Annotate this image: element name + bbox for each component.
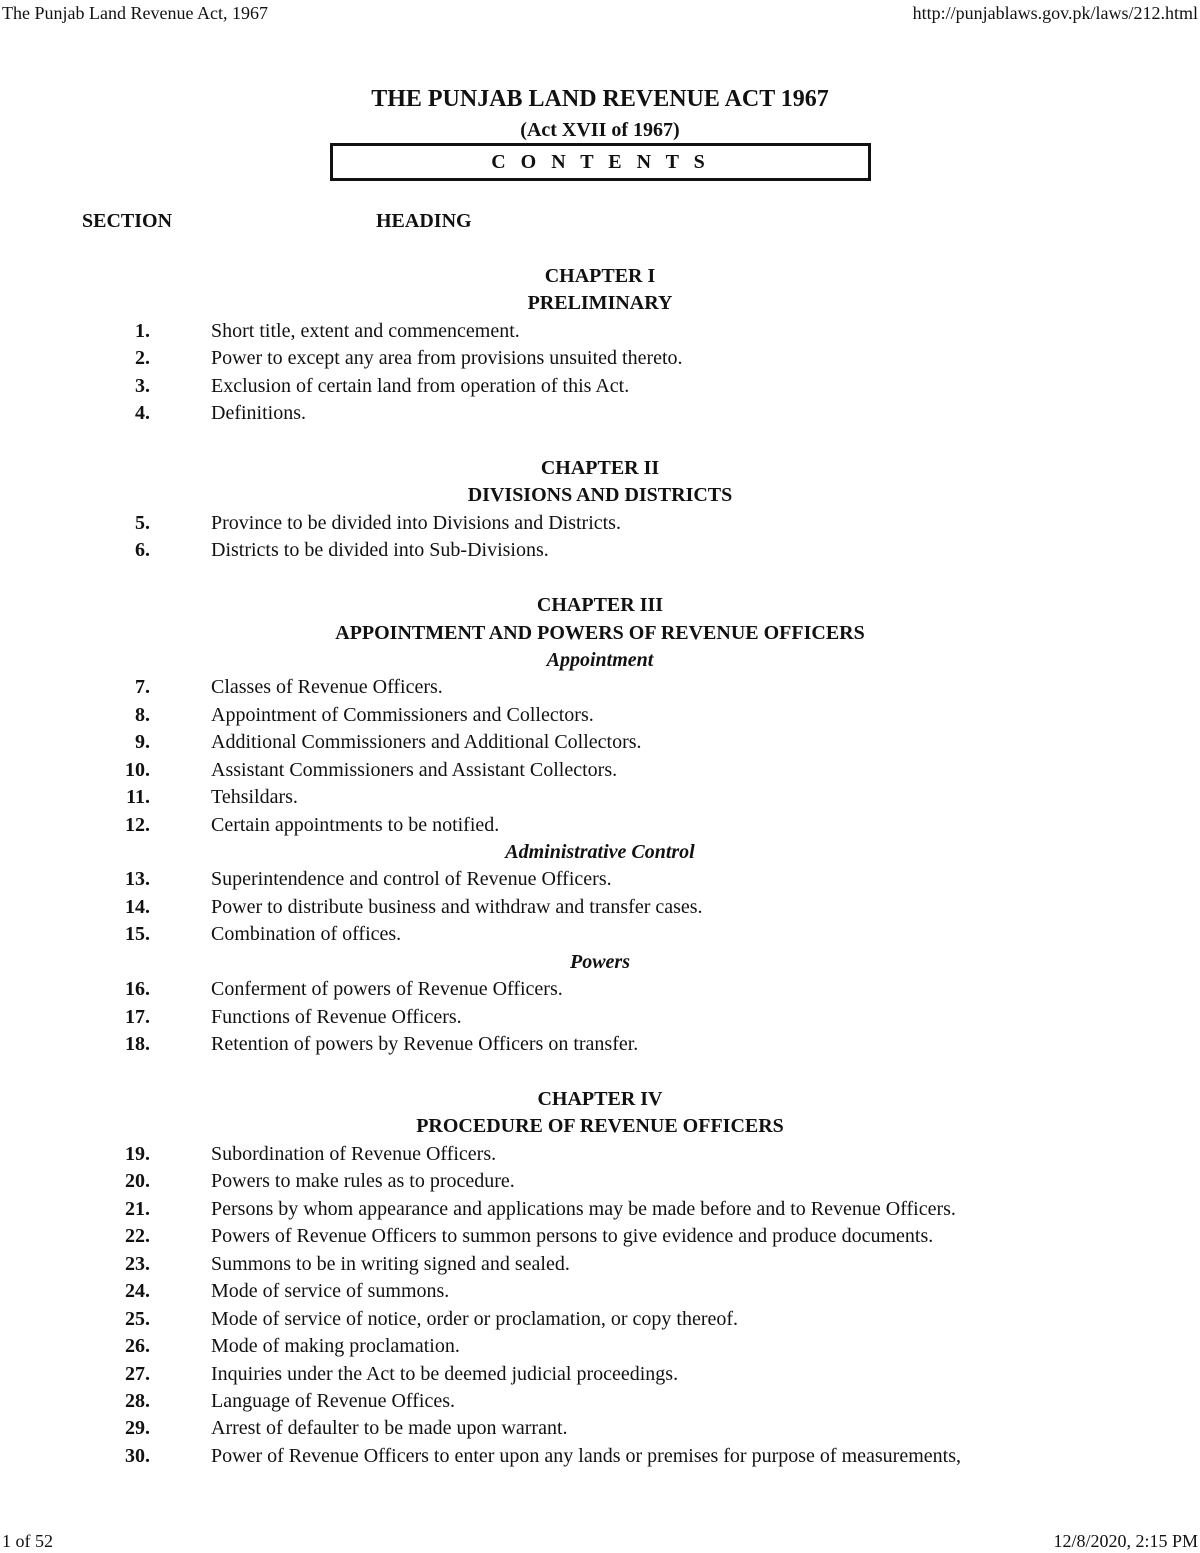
section-heading: Persons by whom appearance and applications may be made before and to Revenue Officers.	[211, 1198, 956, 1220]
toc-row	[0, 510, 1200, 537]
toc-row	[0, 674, 1200, 701]
toc-row	[0, 1415, 1200, 1442]
toc-row	[0, 1251, 1200, 1278]
section-number: 1.	[135, 320, 150, 342]
page-footer-timestamp: 12/8/2020, 2:15 PM	[1053, 1531, 1198, 1551]
section-heading: Retention of powers by Revenue Officers on transfer.	[211, 1033, 639, 1055]
section-number: 30.	[125, 1445, 150, 1467]
section-heading: Powers of Revenue Officers to summon persons to give evidence and produce documents.	[211, 1225, 934, 1247]
section-heading: Mode of making proclamation.	[211, 1335, 460, 1357]
subheading: Powers	[570, 951, 630, 973]
toc-row	[0, 976, 1200, 1003]
section-heading: Appointment of Commissioners and Collectors.	[211, 704, 594, 726]
section-number: 20.	[125, 1170, 150, 1192]
section-number: 13.	[125, 868, 150, 890]
section-number: 14.	[125, 896, 150, 918]
section-number: 18.	[125, 1033, 150, 1055]
section-heading: Arrest of defaulter to be made upon warrant.	[211, 1417, 568, 1439]
toc-row	[0, 894, 1200, 921]
section-number: 25.	[125, 1308, 150, 1330]
section-heading: Superintendence and control of Revenue Officers.	[211, 868, 612, 890]
toc-row	[0, 1141, 1200, 1168]
toc-row	[0, 729, 1200, 756]
section-heading: Short title, extent and commencement.	[211, 320, 520, 342]
section-number: 21.	[125, 1198, 150, 1220]
toc-row	[0, 1196, 1200, 1223]
toc-row	[0, 812, 1200, 839]
toc-row	[0, 345, 1200, 372]
chapter-number: CHAPTER III	[536, 594, 664, 616]
section-number: 22.	[125, 1225, 150, 1247]
section-heading: Functions of Revenue Officers.	[211, 1006, 462, 1028]
toc-row	[0, 921, 1200, 948]
section-number: 19.	[125, 1143, 150, 1165]
section-number: 7.	[135, 676, 150, 698]
toc-row	[0, 318, 1200, 345]
page-header-title: The Punjab Land Revenue Act, 1967	[2, 3, 268, 23]
section-heading: Mode of service of summons.	[211, 1280, 450, 1302]
toc-row	[0, 1443, 1200, 1470]
toc-row	[0, 1278, 1200, 1305]
toc-row	[0, 702, 1200, 729]
toc-row	[0, 757, 1200, 784]
section-heading: Powers to make rules as to procedure.	[211, 1170, 515, 1192]
section-heading: Language of Revenue Offices.	[211, 1390, 455, 1412]
section-heading: Tehsildars.	[211, 786, 298, 808]
section-number: 12.	[125, 814, 150, 836]
document-subtitle: (Act XVII of 1967)	[520, 119, 680, 141]
chapter-name: PROCEDURE OF REVENUE OFFICERS	[416, 1115, 784, 1137]
section-heading: Mode of service of notice, order or proclamation, or copy thereof.	[211, 1308, 739, 1330]
subheading: Appointment	[546, 649, 654, 671]
section-number: 6.	[135, 539, 150, 561]
toc-row	[0, 1223, 1200, 1250]
page-footer-page-count: 1 of 52	[2, 1531, 53, 1551]
toc-row	[0, 1004, 1200, 1031]
section-number: 29.	[125, 1417, 150, 1439]
section-heading: Power to except any area from provisions unsuited thereto.	[211, 347, 683, 369]
section-number: 24.	[125, 1280, 150, 1302]
chapter-number: CHAPTER I	[544, 265, 656, 287]
toc-row	[0, 784, 1200, 811]
section-number: 23.	[125, 1253, 150, 1275]
section-number: 15.	[125, 923, 150, 945]
chapter-name: DIVISIONS AND DISTRICTS	[467, 484, 733, 506]
section-number: 3.	[135, 375, 150, 397]
section-heading: Inquiries under the Act to be deemed judicial proceedings.	[211, 1363, 679, 1385]
section-heading: Exclusion of certain land from operation of this Act.	[211, 375, 630, 397]
toc-row	[0, 1361, 1200, 1388]
toc-row	[0, 1168, 1200, 1195]
section-heading: Definitions.	[211, 402, 306, 424]
section-heading: Classes of Revenue Officers.	[211, 676, 443, 698]
chapter-name: PRELIMINARY	[527, 292, 673, 314]
section-heading: Subordination of Revenue Officers.	[211, 1143, 497, 1165]
section-heading: Combination of offices.	[211, 923, 402, 945]
toc-row	[0, 1031, 1200, 1058]
section-number: 9.	[135, 731, 150, 753]
document-title: THE PUNJAB LAND REVENUE ACT 1967	[371, 86, 829, 112]
section-heading: Additional Commissioners and Additional Collectors.	[211, 731, 642, 753]
section-heading: Summons to be in writing signed and sealed.	[211, 1253, 570, 1275]
contents-box: C O N T E N T S	[330, 143, 871, 181]
toc-row	[0, 1333, 1200, 1360]
section-heading: Power of Revenue Officers to enter upon any lands or premises for purpose of measurements,	[211, 1445, 961, 1467]
chapter-number: CHAPTER IV	[537, 1088, 663, 1110]
column-header-heading: HEADING	[376, 210, 472, 232]
chapter-number: CHAPTER II	[540, 457, 660, 479]
section-heading: Certain appointments to be notified.	[211, 814, 500, 836]
chapter-name: APPOINTMENT AND POWERS OF REVENUE OFFICERS	[335, 622, 865, 644]
section-heading: Districts to be divided into Sub-Divisions.	[211, 539, 549, 561]
toc-row	[0, 866, 1200, 893]
section-number: 10.	[125, 759, 150, 781]
section-number: 8.	[135, 704, 150, 726]
section-number: 5.	[135, 512, 150, 534]
section-number: 27.	[125, 1363, 150, 1385]
section-number: 11.	[126, 786, 150, 808]
column-header-section: SECTION	[82, 210, 173, 232]
section-number: 28.	[125, 1390, 150, 1412]
toc-row	[0, 373, 1200, 400]
section-heading: Conferment of powers of Revenue Officers.	[211, 978, 563, 1000]
section-number: 17.	[125, 1006, 150, 1028]
toc-row	[0, 1306, 1200, 1333]
section-number: 2.	[135, 347, 150, 369]
subheading: Administrative Control	[505, 841, 695, 863]
section-heading: Assistant Commissioners and Assistant Collectors.	[211, 759, 618, 781]
section-heading: Province to be divided into Divisions and Districts.	[211, 512, 621, 534]
toc-row	[0, 400, 1200, 427]
section-number: 16.	[125, 978, 150, 1000]
toc-row	[0, 1388, 1200, 1415]
toc-row	[0, 537, 1200, 564]
section-heading: Power to distribute business and withdraw and transfer cases.	[211, 896, 703, 918]
section-number: 4.	[135, 402, 150, 424]
section-number: 26.	[125, 1335, 150, 1357]
page-header-url: http://punjablaws.gov.pk/laws/212.html	[912, 3, 1198, 23]
